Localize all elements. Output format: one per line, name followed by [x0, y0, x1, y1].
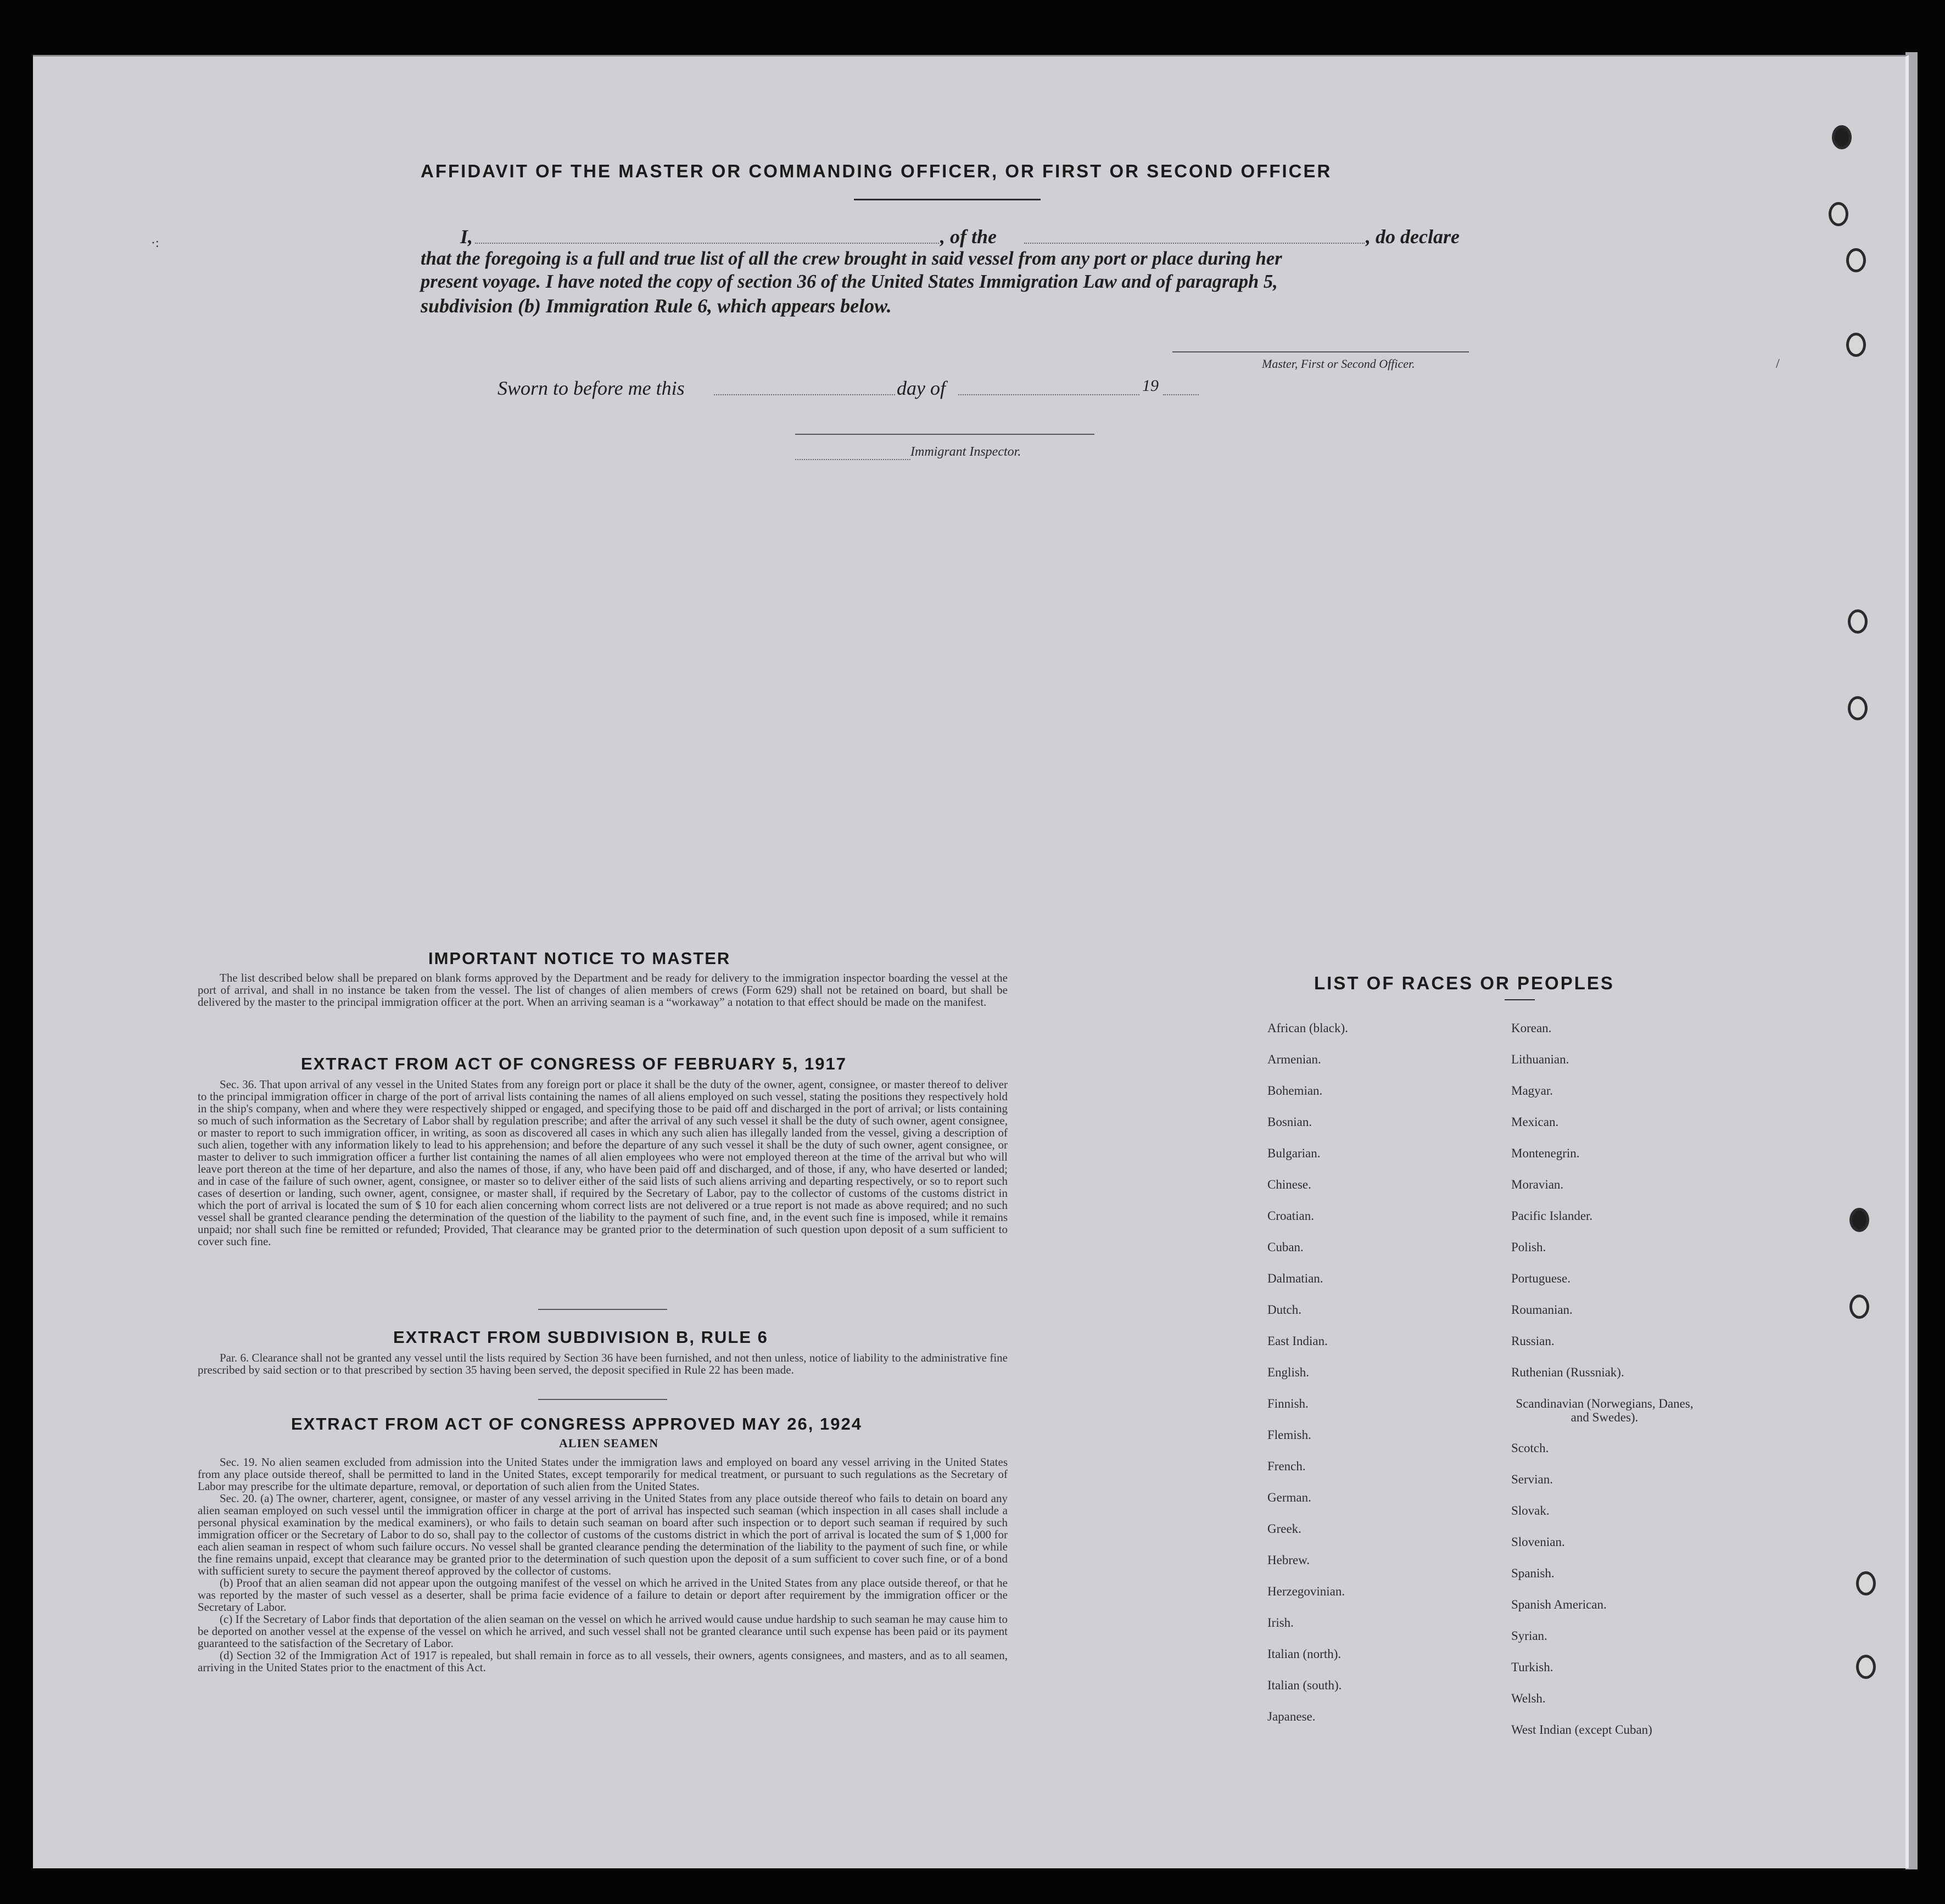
race-item: Bulgarian.: [1267, 1146, 1321, 1160]
race-item: Chinese.: [1267, 1178, 1311, 1191]
race-item: Welsh.: [1511, 1692, 1546, 1705]
affidavit-declare: , do declare: [1366, 226, 1460, 248]
binder-hole: [1849, 1208, 1869, 1232]
inspector-caption: Immigrant Inspector.: [910, 445, 1021, 459]
year-prefix: 19: [1142, 377, 1159, 395]
inspector-signature-line: [795, 434, 1094, 435]
extract-1917-paragraph: Sec. 36. That upon arrival of any vessel in the United States from any foreign port or place it shall be the duty of the owner, agent, consignee, or master thereof to deliver to the principal immigration officer in charge of the port of arrival lists containing the names of all aliens employed on such vessel, stating the positions they respectively hold in the ship's company, when and where they were respectively shipped or engaged, and specifying those to be paid off and discharged in the port of arrival; or lists containing so much of such information as the Secretary of Labor shall by regulation prescribe; and after the arrival of any such vessel it shall be the duty of such owner, agent consignee, or master to report to such immigration officer, in writing, as soon as discovered all cases in which any such alien has illegally landed from the vessel, giving a description of such alien, together with any information likely to lead to his apprehension; and before the departure of any such vessel it shall be the duty of such owner, agent consignee, or master to deliver to such immigration officer a further list containing the names of all alien employees who were not employed thereon at the time of the arrival but who will leave port thereon at the time of her departure, and also the names of those, if any, who have been paid off and discharged, and of those, if any, who have deserted or landed; and in case of the failure of such owner, agent, consignee, or master so to deliver either of the said lists of such aliens arriving and departing respectively, or so to report such cases of desertion or landing, such owner, agent, consignee, or master shall, if required by the Secretary of Labor, pay to the collector of customs of the customs district in which the port of arrival is located the sum of $ 10 for each alien concerning whom correct lists are not delivered or a true report is not made as above required; and no such vessel shall be granted clearance pending the determination of the question of the liability to the payment of such fine, and, in the event such fine is imposed, while it remains unpaid; nor shall such fine be remitted or refunded; Provided, That clearance may be granted prior to the determination of such question upon deposit of a sum sufficient to cover such fine.: [198, 1078, 1008, 1248]
sec19-paragraph: Sec. 19. No alien seamen excluded from admission into the United States under the immigration laws and employed on board any vessel arriving in the United States from any place outside thereof, shall be permitted to land in the United States, except temporarily for medical treatment, or pursuant to such regulations as the Secretary of Labor may prescribe for the ultimate departure, removal, or deportation of such alien from the United States.: [198, 1455, 1008, 1493]
binder-hole: [1856, 1571, 1876, 1595]
extract-rule6-title: EXTRACT FROM SUBDIVISION B, RULE 6: [393, 1328, 768, 1347]
binder-hole: [1846, 333, 1866, 357]
name-blank: [475, 242, 939, 244]
binder-hole: [1849, 1295, 1869, 1319]
race-item: Pacific Islander.: [1511, 1209, 1593, 1223]
race-item: Mexican.: [1511, 1115, 1559, 1129]
race-item: Magyar.: [1511, 1084, 1553, 1097]
affidavit-line2: that the foregoing is a full and true list of all the crew brought in said vessel from any port or place during her: [421, 248, 1282, 269]
race-item: Dalmatian.: [1267, 1272, 1323, 1285]
sec20a-paragraph: Sec. 20. (a) The owner, charterer, agent, consignee, or master of any vessel arriving in the United States from any place outside thereof who fails to detain on board any alien seaman employed on such vessel until the immigration officer in charge at the port of arrival has inspected such seaman (which inspection in all cases shall include a personal physical examination by the medical examiners), or who fails to detain such seaman on board after such inspection or to deport such seaman if required by such immigration officer or the Secretary of Labor to do so, shall pay to the collector of customs of the customs district in which the port of arrival is located the sum of $ 1,000 for each alien seaman in respect of whom such failure occurs. No vessel shall be granted clearance pending the determination of the liability to the payment of such fine, or while the fine remains unpaid, except that clearance may be granted prior to the determination of such question upon the deposit of a sum sufficient to cover such fine, or of a bond with sufficient surety to secure the payment thereof approved by the collector of customs.: [198, 1492, 1008, 1577]
race-item: Korean.: [1511, 1021, 1552, 1035]
binder-hole: [1856, 1655, 1876, 1679]
race-item: West Indian (except Cuban): [1511, 1723, 1652, 1737]
race-item: Ruthenian (Russniak).: [1511, 1365, 1624, 1379]
race-item: Scotch.: [1511, 1441, 1549, 1455]
affidavit-title: AFFIDAVIT OF THE MASTER OR COMMANDING OFFICER, OR FIRST OR SECOND OFFICER: [421, 161, 1332, 181]
extract-1917-title: EXTRACT FROM ACT OF CONGRESS OF FEBRUARY 5, 1917: [301, 1054, 847, 1073]
races-underline: [1505, 999, 1535, 1000]
race-item: Italian (south).: [1267, 1678, 1342, 1692]
notice-title: IMPORTANT NOTICE TO MASTER: [428, 949, 731, 968]
binder-hole: [1848, 609, 1868, 634]
race-item: German.: [1267, 1491, 1311, 1504]
day-of-text: day of: [897, 377, 946, 399]
race-item: English.: [1267, 1365, 1310, 1379]
inspector-left-blank: [795, 458, 910, 460]
affidavit-i: I,: [460, 226, 473, 248]
race-item: Polish.: [1511, 1240, 1546, 1254]
race-item: Irish.: [1267, 1616, 1294, 1629]
race-item: Roumanian.: [1511, 1303, 1573, 1317]
race-item: Lithuanian.: [1511, 1052, 1569, 1066]
race-item: Croatian.: [1267, 1209, 1314, 1223]
race-item: African (black).: [1267, 1021, 1348, 1035]
race-item: French.: [1267, 1459, 1306, 1473]
race-item: Greek.: [1267, 1522, 1301, 1536]
vessel-blank: [1024, 242, 1365, 244]
year-blank: [1163, 393, 1199, 395]
binder-hole: [1832, 125, 1852, 149]
race-item: Finnish.: [1267, 1397, 1309, 1410]
affidavit-of-the: , of the: [940, 226, 997, 248]
race-item: Russian.: [1511, 1334, 1555, 1348]
affidavit-line4: subdivision (b) Immigration Rule 6, which appears below.: [421, 295, 892, 317]
race-item: Portuguese.: [1511, 1272, 1570, 1285]
race-item: Cuban.: [1267, 1240, 1304, 1254]
race-item: Flemish.: [1267, 1428, 1311, 1442]
race-item: Bosnian.: [1267, 1115, 1312, 1129]
affidavit-line3: present voyage. I have noted the copy of section 36 of the United States Immigration Law and of paragraph 5,: [421, 271, 1278, 292]
race-item: Dutch.: [1267, 1303, 1301, 1317]
stray-mark: ·:: [151, 236, 159, 250]
race-item: Armenian.: [1267, 1052, 1321, 1066]
month-blank: [958, 393, 1139, 395]
notice-paragraph: The list described below shall be prepared on blank forms approved by the Department and be ready for delivery to the immigration inspector boarding the vessel at the port of arrival, and shall in no instance be taken from the vessel. The list of changes of alien members of crews (Form 629) shall not be retained on board, but shall be delivered by the master to the principal immigration officer at the port. When an arriving seaman is a “workaway” a notation to that effect should be made on the manifest.: [198, 971, 1008, 1009]
sec20d-paragraph: (d) Section 32 of the Immigration Act of 1917 is repealed, but shall remain in force as to all vessels, their owners, agents consignees, and masters, and as to all seamen, arriving in the United States prior to the enactment of this Act.: [198, 1649, 1008, 1674]
race-item: Italian (north).: [1267, 1647, 1342, 1661]
alien-seamen-subtitle: ALIEN SEAMEN: [559, 1436, 659, 1450]
title-underline: [854, 199, 1041, 200]
master-caption: Master, First or Second Officer.: [1262, 357, 1415, 371]
race-item: Slovenian.: [1511, 1535, 1565, 1549]
sec20c-paragraph: (c) If the Secretary of Labor finds that deportation of the alien seaman on the vessel on which he arrived would cause undue hardship to such seaman he may cause him to be deported on another vessel at the expense of the vessel on which he arrived, and such vessel shall not be granted clearance until such expense has been paid or its payment guaranteed to the satisfaction of the Secretary of Labor.: [198, 1612, 1008, 1650]
races-title: LIST OF RACES OR PEOPLES: [1314, 973, 1614, 993]
race-item: Moravian.: [1511, 1178, 1564, 1191]
section-divider: [538, 1399, 667, 1400]
extract-rule6-paragraph: Par. 6. Clearance shall not be granted any vessel until the lists required by Section 36 have been furnished, and not then unless, notice of liability to the administrative fine prescribed by said section or to that prescribed by section 35 having been served, the deposit specified in Rule 22 has been made.: [198, 1351, 1008, 1376]
extract-1917-text: [198, 1078, 1008, 1247]
extract-1924-text: [198, 1456, 1008, 1673]
binder-hole: [1846, 248, 1866, 272]
stray-mark: /: [1776, 357, 1780, 371]
section-divider: [538, 1309, 667, 1310]
race-item: Servian.: [1511, 1472, 1553, 1486]
race-item: Spanish.: [1511, 1566, 1555, 1580]
race-item: Turkish.: [1511, 1660, 1553, 1674]
sec20b-paragraph: (b) Proof that an alien seaman did not appear upon the outgoing manifest of the vessel on which he arrived in the United States from any place outside thereof, or that he was reported by the master of such vessel as a deserter, shall be prima facie evidence of a failure to detain or deport after requirement by the immigration officer or the Secretary of Labor.: [198, 1576, 1008, 1614]
race-item: Herzegovinian.: [1267, 1584, 1345, 1598]
race-item: Bohemian.: [1267, 1084, 1323, 1097]
binder-hole: [1829, 202, 1848, 226]
race-item: Slovak.: [1511, 1504, 1550, 1517]
race-item: Hebrew.: [1267, 1553, 1310, 1567]
race-item: Japanese.: [1267, 1710, 1316, 1723]
race-item: East Indian.: [1267, 1334, 1328, 1348]
sworn-text: Sworn to before me this: [498, 377, 685, 399]
extract-1924-title: EXTRACT FROM ACT OF CONGRESS APPROVED MAY 26, 1924: [291, 1414, 862, 1433]
sworn-day-blank: [714, 393, 895, 395]
binder-hole: [1848, 696, 1868, 720]
notice-text: [198, 972, 1008, 1008]
race-item: Syrian.: [1511, 1629, 1547, 1643]
race-item: Scandinavian (Norwegians, Danes, and Swedes).: [1516, 1397, 1694, 1424]
race-item: Montenegrin.: [1511, 1146, 1580, 1160]
extract-rule6-text: [198, 1352, 1008, 1376]
race-item: Spanish American.: [1511, 1598, 1607, 1611]
master-signature-line: [1172, 351, 1469, 352]
